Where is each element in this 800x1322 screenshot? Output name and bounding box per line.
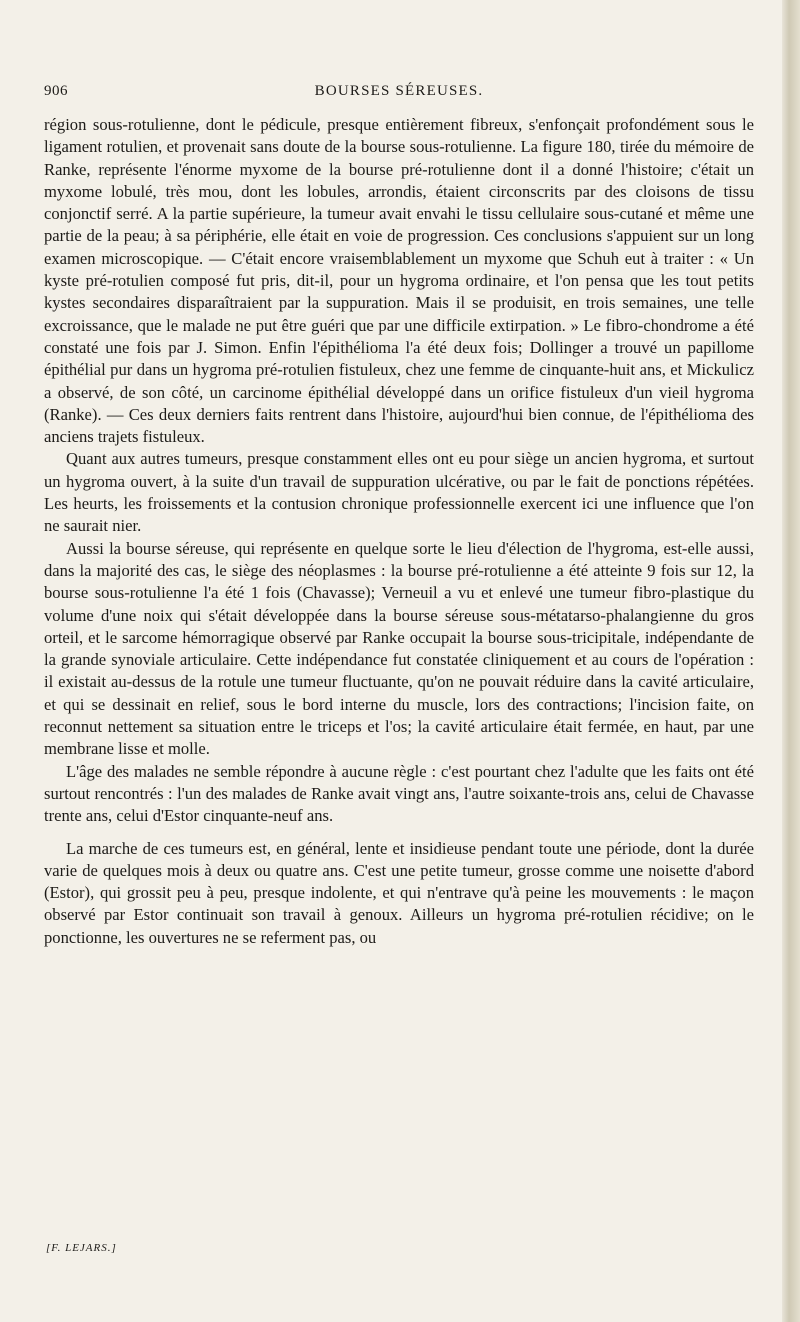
paragraph-4: L'âge des malades ne semble répondre à aucune règle : c'est pourtant chez l'adulte que les faits ont été surtout rencontrés : l'un des malades de Ranke avait vingt ans, l'autre soixante-trois ans, celui de Chavasse trente ans, celui d'Estor cinquante-neuf ans. [44,761,754,826]
running-title: BOURSES SÉREUSES. [314,83,484,99]
page-number: 906 [44,83,68,99]
page-header [44,83,754,105]
page-edge [782,0,800,1322]
paragraph-1: région sous-rotulienne, dont le pédicule, presque entièrement fibreux, s'enfonçait profondément sous le ligament rotulien, et provenait sans doute de la bourse sous-rotulienne. La figure 180, tirée du mémoire de Ranke, représente l'énorme myxome de la bourse pré-rotulienne dont il a donné l'histoire; c'était un myxome lobulé, très mou, dont les lobules, arrondis, étaient circonscrits par des cloisons de tissu conjonctif serré. A la partie supérieure, la tumeur avait envahi le tissu cellulaire sous-cutané et même une partie de la peau; à sa périphérie, elle était en voie de progression. Ces conclusions s'appuient sur un long examen microscopique. — C'était encore vraisemblablement un myxome que Schuh eut à traiter : « Un kyste pré-rotulien composé fut pris, dit-il, pour un hygroma ordinaire, et l'on pensa que les tout petits kystes secondaires disparaîtraient par la suppuration. Mais il se produisit, en trois semaines, une telle excroissance, que le malade ne put être guéri que par une difficile extirpation. » Le fibro-chondrome a été constaté une fois par J. Simon. Enfin l'épithélioma l'a été deux fois; Dollinger a trouvé un papillome épithélial pur dans un hygroma pré-rotulien fistuleux, chez une femme de cinquante-huit ans, et Mickulicz a observé, de son côté, un carcinome épithélial développé dans un orifice fistuleux d'un vieil hygroma (Ranke). — Ces deux derniers faits rentrent dans l'histoire, aujourd'hui bien connue, de l'épithélioma des anciens trajets fistuleux. [44,115,754,447]
paragraph-2: Quant aux autres tumeurs, presque constamment elles ont eu pour siège un ancien hygroma, et surtout un hygroma ouvert, à la suite d'un travail de suppuration ulcérative, ou par le fait de ponctions répétées. Les heurts, les froissements et la contusion chronique professionnelle exercent ici une influence que l'on ne saurait nier. [44,449,754,536]
paragraph-3: Aussi la bourse séreuse, qui représente en quelque sorte le lieu d'élection de l'hygroma, est-elle aussi, dans la majorité des cas, le siège des néoplasmes : la bourse pré-rotulienne a été atteinte 9 fois sur 12, la bourse sous-rotulienne l'a été 1 fois (Chavasse); Verneuil a vu et enlevé une tumeur fibro-plastique du volume d'une noix qui s'était développée dans la bourse séreuse sous-métatarso-phalangienne du gros orteil, et le sarcome hémorragique observé par Ranke occupait la bourse sous-tricipitale, indépendante de la grande synoviale articulaire. Cette indépendance fut constatée cliniquement et au cours de l'opération : il existait au-dessus de la rotule une tumeur fluctuante, qu'on ne pouvait réduire dans la cavité articulaire, et qui se dessinait en relief, sous le bord interne du muscle, lors des contractions; l'incision faite, on reconnut nettement sa situation entre le triceps et l'os; la cavité articulaire était fermée, en haut, par une membrane lisse et molle. [44,538,754,759]
author-signature: [F. LEJARS.] [46,1242,117,1254]
body-text [44,114,754,949]
paragraph-5: La marche de ces tumeurs est, en général, lente et insidieuse pendant toute une période, dont la durée varie de quelques mois à deux ou quatre ans. C'est une petite tumeur, grosse comme une noisette d'abord (Estor), qui grossit peu à peu, presque indolente, et qui n'entrave qu'à peine les mouvements : le maçon observé par Estor continuait son travail à genoux. Ailleurs un hygroma pré-rotulien récidive; on le ponctionne, les ouvertures ne se referment pas, ou [44,838,754,947]
